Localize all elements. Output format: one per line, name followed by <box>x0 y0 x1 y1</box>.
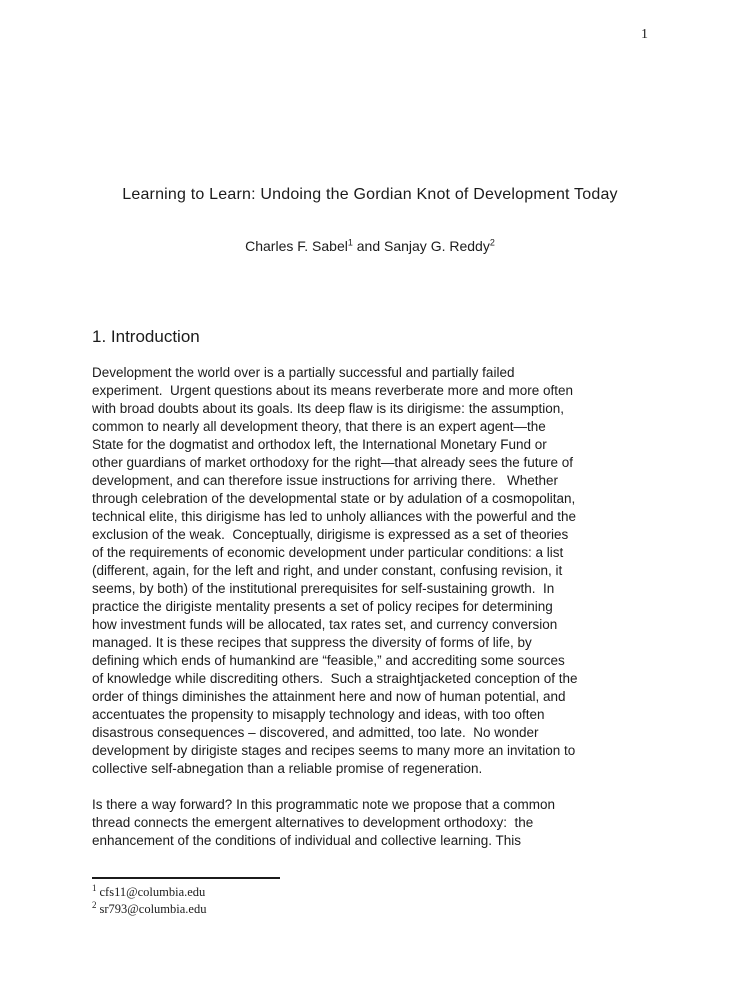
text-line: of the requirements of economic development under particular conditions: a list <box>92 545 564 560</box>
text-line: experiment. Urgent questions about its means reverberate more and more often <box>92 383 574 398</box>
text-line: managed. It is these recipes that suppress the diversity of forms of life, by <box>92 635 532 650</box>
footnote-1-text: cfs11@columbia.edu <box>99 885 206 899</box>
text-line: State for the dogmatist and orthodox left, the International Monetary Fund or <box>92 437 547 452</box>
text-line: defining which ends of humankind are “feasible,” and accrediting some sources <box>92 653 565 668</box>
footnote-separator-rule <box>92 877 280 879</box>
text-line: exclusion of the weak. Conceptually, dirigisme is expressed as a set of theories <box>92 527 569 542</box>
text-line: common to nearly all development theory, that there is an expert agent—the <box>92 419 546 434</box>
text-line: Is there a way forward? In this programmatic note we propose that a common <box>92 797 555 812</box>
text-line: development by dirigiste stages and recipes seems to many more an invitation to <box>92 743 576 758</box>
text-line: development, and can therefore issue instructions for arriving there. Whether <box>92 473 558 488</box>
author-1-footnote-ref: 1 <box>347 237 353 248</box>
author-2: Sanjay G. Reddy <box>384 238 490 254</box>
text-line: other guardians of market orthodoxy for the right—that already sees the future of <box>92 455 574 470</box>
paragraph-1 <box>92 364 652 778</box>
paragraph-2 <box>92 796 652 850</box>
text-line: accentuates the propensity to misapply technology and ideas, with too often <box>92 707 545 722</box>
footnote-2 <box>92 901 206 918</box>
text-line: technical elite, this dirigisme has led to unholy alliances with the powerful and the <box>92 509 577 524</box>
page-number: 1 <box>641 27 648 42</box>
authors-separator: and <box>352 238 384 254</box>
text-line: enhancement of the conditions of individual and collective learning. This <box>92 833 522 848</box>
text-line: with broad doubts about its goals. Its deep flaw is its dirigisme: the assumption, <box>92 401 564 416</box>
text-line: how investment funds will be allocated, tax rates set, and currency conversion <box>92 617 558 632</box>
section-heading: 1. Introduction <box>92 327 200 346</box>
text-line: thread connects the emergent alternatives to development orthodoxy: the <box>92 815 534 830</box>
paper-title: Learning to Learn: Undoing the Gordian Knot of Development Today <box>122 186 618 203</box>
text-line: through celebration of the developmental state or by adulation of a cosmopolitan, <box>92 491 576 506</box>
footnote-2-marker: 2 <box>92 899 97 910</box>
footnotes <box>92 884 206 918</box>
text-line: of knowledge while discrediting others. Such a straightjacketed conception of the <box>92 671 578 686</box>
footnote-1 <box>92 884 206 901</box>
text-line: (different, again, for the left and right, and under constant, confusing revision, it <box>92 563 563 578</box>
body-text <box>92 364 652 850</box>
author-2-footnote-ref: 2 <box>489 237 495 248</box>
footnote-1-marker: 1 <box>92 882 97 893</box>
text-line: collective self-abnegation than a reliable promise of regeneration. <box>92 761 483 776</box>
authors-line <box>0 238 740 254</box>
text-line: Development the world over is a partially successful and partially failed <box>92 365 515 380</box>
text-line: disastrous consequences – discovered, and admitted, too late. No wonder <box>92 725 539 740</box>
text-line: practice the dirigiste mentality presents a set of policy recipes for determining <box>92 599 553 614</box>
footnote-2-text: sr793@columbia.edu <box>99 902 207 916</box>
text-line: seems, by both) of the institutional prerequisites for self-sustaining growth. In <box>92 581 555 596</box>
text-line: order of things diminishes the attainment here and now of human potential, and <box>92 689 566 704</box>
author-1: Charles F. Sabel <box>245 238 348 254</box>
